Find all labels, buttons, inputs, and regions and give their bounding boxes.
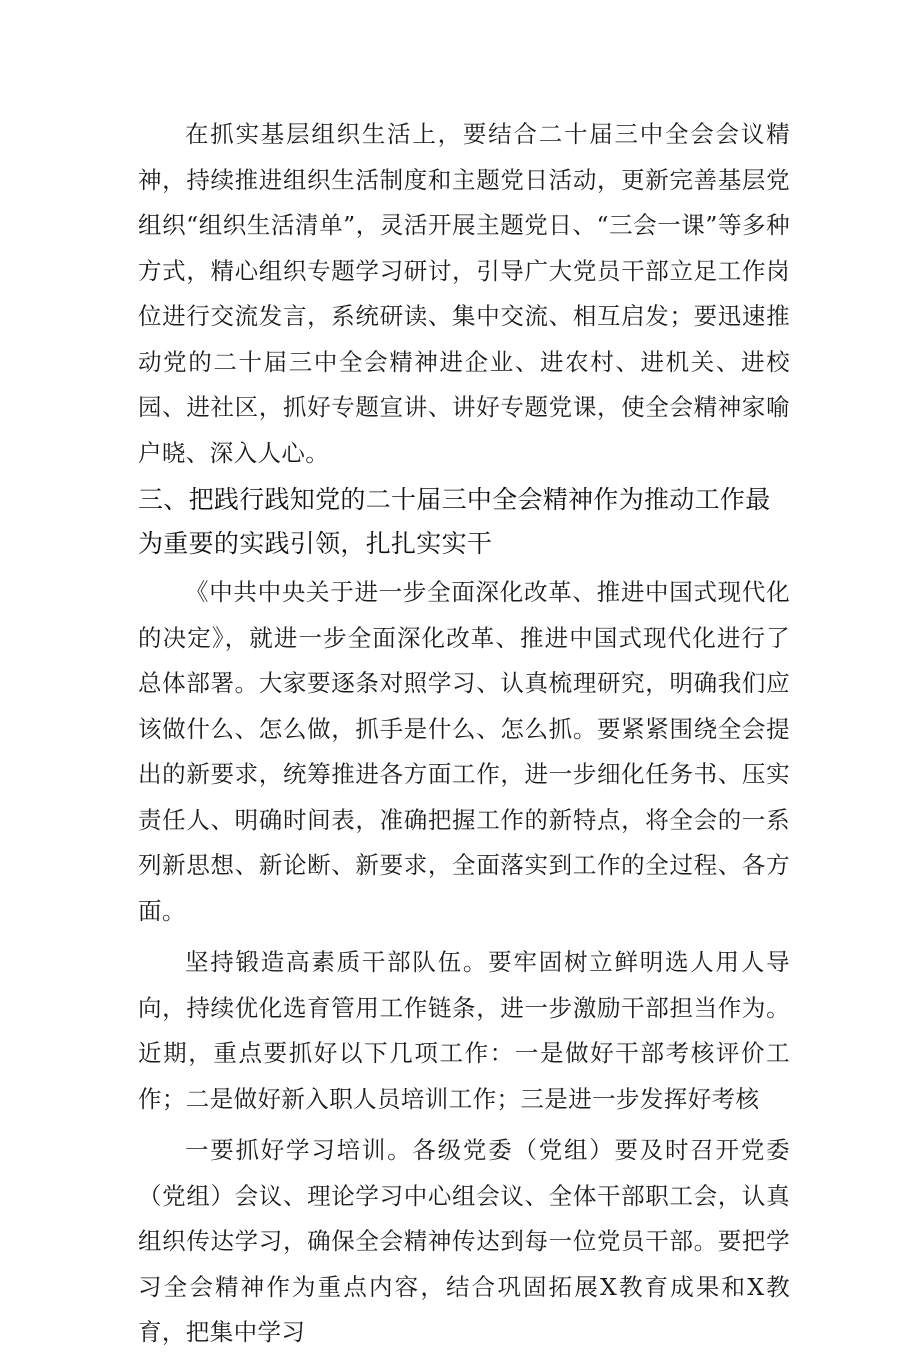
- document-body: [138, 112, 790, 1356]
- section-heading-three: 三、把践行践知党的二十届三中全会精神作为推动工作最为重要的实践引领，扎扎实实干: [138, 485, 771, 558]
- paragraph-cadre-team: 坚持锻造高素质干部队伍。要牢固树立鲜明选人用人导向，持续优化选育管用工作链条，进一步激励干部担当作为。近期，重点要抓好以下几项工作：一是做好干部考核评价工作；二是做好新入职人员培训工作；三是进一步发挥好考核: [138, 948, 790, 1113]
- paragraph-organization-life: 在抓实基层组织生活上，要结合二十届三中全会会议精神，持续推进组织生活制度和主题党日活动，更新完善基层党组织“组织生活清单”，灵活开展主题党日、“三会一课”等多种方式，精心组织专题学习研讨，引导广大党员干部立足工作岗位进行交流发言，系统研读、集中交流、相互启发；要迅速推动党的二十届三中全会精神进企业、进农村、进机关、进校园、进社区，抓好专题宣讲、讲好专题党课，使全会精神家喻户晓、深入人心。: [138, 120, 790, 467]
- paragraph-study-training: 一要抓好学习培训。各级党委（党组）要及时召开党委（党组）会议、理论学习中心组会议、全体干部职工会，认真组织传达学习，确保全会精神传达到每一位党员干部。要把学习全会精神作为重点内容，结合巩固拓展X教育成果和X教育，把集中学习: [138, 1136, 790, 1346]
- paragraph-decision-deployment: 《中共中央关于进一步全面深化改革、推进中国式现代化的决定》，就进一步全面深化改革、推进中国式现代化进行了总体部署。大家要逐条对照学习、认真梳理研究，明确我们应该做什么、怎么做，抓手是什么、怎么抓。要紧紧围绕全会提出的新要求，统筹推进各方面工作，进一步细化任务书、压实责任人、明确时间表，准确把握工作的新特点，将全会的一系列新思想、新论断、新要求，全面落实到工作的全过程、各方面。: [138, 578, 790, 925]
